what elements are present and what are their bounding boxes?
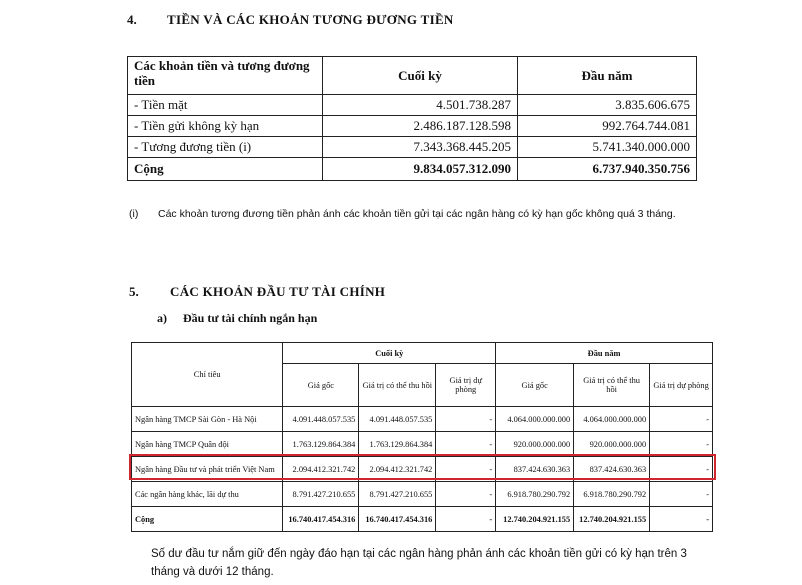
cell: -: [436, 507, 496, 532]
row-end-value: 2.486.187.128.598: [323, 116, 518, 137]
row-label: Ngân hàng Đầu tư và phát triển Việt Nam: [132, 457, 283, 482]
cell: -: [436, 457, 496, 482]
investment-note-paragraph: Số dư đầu tư nắm giữ đến ngày đáo hạn tại các ngân hàng phản ánh các khoản tiền gửi có kỳ hạn trên 3 tháng và dưới 12 tháng.: [151, 548, 687, 578]
cash-col-begin-header: Đầu năm: [518, 57, 697, 95]
inv-subheader: Giá trị có thể thu hồi: [574, 364, 650, 407]
cell: 6.918.780.290.792: [574, 482, 650, 507]
table-row: [132, 482, 713, 507]
cell: -: [650, 507, 713, 532]
cell: 16.740.417.454.316: [283, 507, 359, 532]
cell: 1.763.129.864.384: [283, 432, 359, 457]
inv-col-label-header: Chỉ tiêu: [132, 343, 283, 407]
cell: 4.091.448.057.535: [359, 407, 436, 432]
cell: 8.791.427.210.655: [283, 482, 359, 507]
table-total-row: [128, 158, 697, 181]
table-total-row: [132, 507, 713, 532]
table-row: [132, 432, 713, 457]
row-begin-value: 992.764.744.081: [518, 116, 697, 137]
table-row: [128, 95, 697, 116]
cell: -: [436, 482, 496, 507]
section-4-number: 4.: [127, 12, 137, 27]
cell: 16.740.417.454.316: [359, 507, 436, 532]
cell: 8.791.427.210.655: [359, 482, 436, 507]
total-end-value: 9.834.057.312.090: [323, 158, 518, 181]
row-label: - Tiền mặt: [128, 95, 323, 116]
cell: 2.094.412.321.742: [359, 457, 436, 482]
total-label: Cộng: [132, 507, 283, 532]
cell: 920.000.000.000: [574, 432, 650, 457]
inv-subheader: Giá gốc: [496, 364, 574, 407]
subsection-title: Đầu tư tài chính ngắn hạn: [183, 311, 318, 325]
cell: -: [650, 432, 713, 457]
cash-equivalents-table: [127, 56, 697, 181]
cash-col-end-header: Cuối kỳ: [323, 57, 518, 95]
row-label: - Tương đương tiền (i): [128, 137, 323, 158]
inv-subheader: Giá trị có thể thu hồi: [359, 364, 436, 407]
table-row: [128, 116, 697, 137]
row-begin-value: 3.835.606.675: [518, 95, 697, 116]
cell: 12.740.204.921.155: [574, 507, 650, 532]
cell: 837.424.630.363: [496, 457, 574, 482]
cell: -: [650, 482, 713, 507]
inv-group-end-header: Cuối kỳ: [283, 343, 496, 364]
inv-group-begin-header: Đầu năm: [496, 343, 713, 364]
cash-col-label-header: Các khoản tiền và tương đương tiền: [128, 57, 323, 95]
row-label: Ngân hàng TMCP Sài Gòn - Hà Nội: [132, 407, 283, 432]
section-5-title: CÁC KHOẢN ĐẦU TƯ TÀI CHÍNH: [170, 284, 386, 299]
cell: -: [436, 407, 496, 432]
inv-subheader: Giá trị dự phòng: [650, 364, 713, 407]
section-5-number: 5.: [129, 284, 139, 299]
cell: 2.094.412.321.742: [283, 457, 359, 482]
cell: 837.424.630.363: [574, 457, 650, 482]
note-text: Các khoản tương đương tiền phản ánh các khoản tiền gửi tại các ngân hàng có kỳ hạn gốc không quá 3 tháng.: [158, 208, 676, 220]
cell: 4.091.448.057.535: [283, 407, 359, 432]
row-end-value: 7.343.368.445.205: [323, 137, 518, 158]
cell: -: [436, 432, 496, 457]
subsection-marker: a): [157, 311, 167, 325]
cell: 6.918.780.290.792: [496, 482, 574, 507]
cell: 12.740.204.921.155: [496, 507, 574, 532]
row-begin-value: 5.741.340.000.000: [518, 137, 697, 158]
cell: -: [650, 457, 713, 482]
note-marker: (i): [129, 208, 139, 220]
inv-group-header-row: [132, 343, 713, 364]
row-label: Ngân hàng TMCP Quân đội: [132, 432, 283, 457]
short-term-investment-table: [131, 342, 713, 532]
cell: 4.064.000.000.000: [574, 407, 650, 432]
total-begin-value: 6.737.940.350.756: [518, 158, 697, 181]
cell: 1.763.129.864.384: [359, 432, 436, 457]
inv-subheader: Giá trị dự phòng: [436, 364, 496, 407]
cash-table-header-row: [128, 57, 697, 95]
row-label: Các ngân hàng khác, lãi dự thu: [132, 482, 283, 507]
inv-subheader: Giá gốc: [283, 364, 359, 407]
row-end-value: 4.501.738.287: [323, 95, 518, 116]
cell: 4.064.000.000.000: [496, 407, 574, 432]
section-4-title: TIỀN VÀ CÁC KHOẢN TƯƠNG ĐƯƠNG TIỀN: [167, 12, 454, 27]
table-row: [128, 137, 697, 158]
cell: -: [650, 407, 713, 432]
cell: 920.000.000.000: [496, 432, 574, 457]
total-label: Cộng: [128, 158, 323, 181]
highlight-box: [129, 454, 716, 480]
table-row: [132, 407, 713, 432]
row-label: - Tiền gửi không kỳ hạn: [128, 116, 323, 137]
